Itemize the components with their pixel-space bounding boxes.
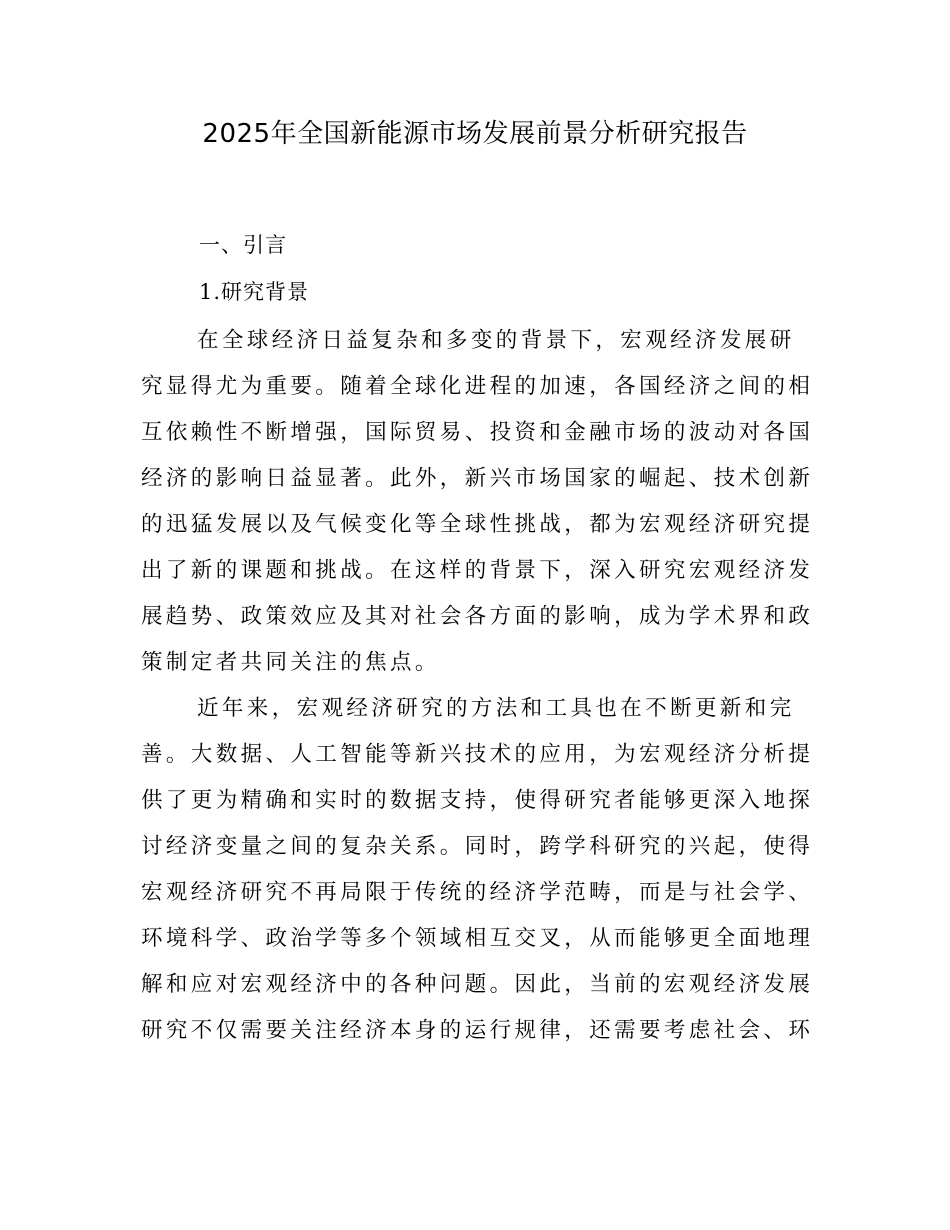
section-heading: 一、引言	[199, 233, 287, 257]
paragraph-line: 讨经济变量之间的复杂关系。同时，跨学科研究的兴起，使得	[141, 834, 814, 859]
paragraph-line: 在全球经济日益复杂和多变的背景下，宏观经济发展研	[197, 328, 795, 353]
paragraph-line: 解和应对宏观经济中的各种问题。因此，当前的宏观经济发展	[141, 972, 814, 997]
paragraph-line: 展趋势、政策效应及其对社会各方面的影响，成为学术界和政	[141, 604, 814, 629]
paragraph-line: 环境科学、政治学等多个领域相互交叉，从而能够更全面地理	[141, 926, 814, 951]
document-title: 2025年全国新能源市场发展前景分析研究报告	[202, 119, 748, 149]
paragraph-2	[141, 686, 814, 1054]
subsection-heading: 1.研究背景	[199, 280, 310, 304]
paragraph-line: 出了新的课题和挑战。在这样的背景下，深入研究宏观经济发	[141, 558, 814, 583]
paragraph-1	[141, 318, 814, 686]
paragraph-line: 宏观经济研究不再局限于传统的经济学范畴，而是与社会学、	[141, 880, 814, 905]
paragraph-line: 策制定者共同关注的焦点。	[141, 650, 440, 675]
paragraph-line: 善。大数据、人工智能等新兴技术的应用，为宏观经济分析提	[141, 742, 814, 767]
paragraph-line: 供了更为精确和实时的数据支持，使得研究者能够更深入地探	[141, 788, 814, 813]
paragraph-line: 究显得尤为重要。随着全球化进程的加速，各国经济之间的相	[141, 374, 814, 399]
paragraph-line: 近年来，宏观经济研究的方法和工具也在不断更新和完	[197, 696, 795, 721]
paragraph-line: 经济的影响日益显著。此外，新兴市场国家的崛起、技术创新	[141, 466, 814, 491]
paragraph-line: 互依赖性不断增强，国际贸易、投资和金融市场的波动对各国	[141, 420, 814, 445]
paragraph-line: 研究不仅需要关注经济本身的运行规律，还需要考虑社会、环	[141, 1018, 814, 1043]
paragraph-line: 的迅猛发展以及气候变化等全球性挑战，都为宏观经济研究提	[141, 512, 814, 537]
